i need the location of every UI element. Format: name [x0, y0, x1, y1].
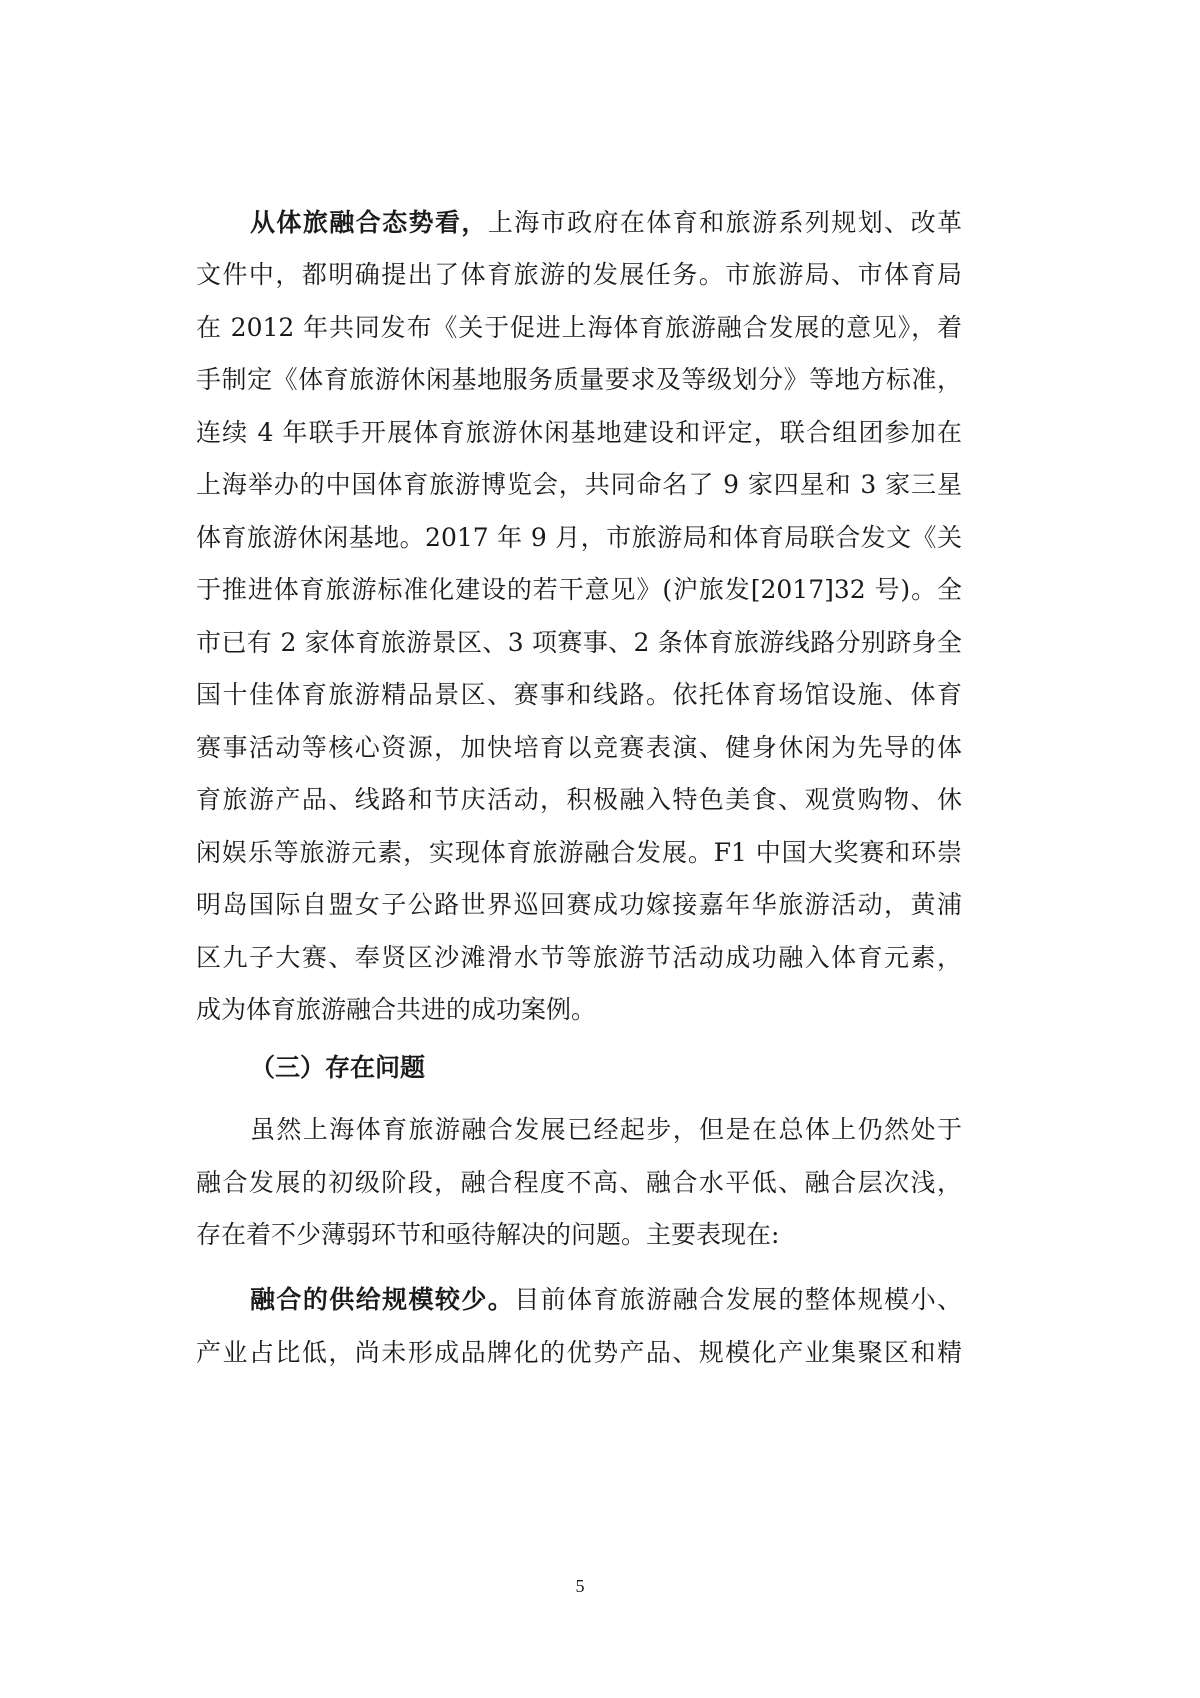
- paragraph-3-line-1: [196, 1280, 962, 1320]
- page-number: 5: [575, 1576, 585, 1596]
- paragraph-1-line-12: 育旅游产品、线路和节庆活动，积极融入特色美食、观赏购物、休: [196, 785, 962, 814]
- paragraph-1-lead: 从体旅融合态势看，: [250, 208, 488, 237]
- paragraph-2-line-3: 存在着不少薄弱环节和亟待解决的问题。主要表现在:: [196, 1220, 780, 1249]
- paragraph-1-line-8: 于推进体育旅游标准化建设的若干意见》(沪旅发[2017]32 号)。全: [196, 575, 962, 604]
- paragraph-2-line-1: 虽然上海体育旅游融合发展已经起步，但是在总体上仍然处于: [250, 1115, 962, 1144]
- paragraph-3-line-1-text: 目前体育旅游融合发展的整体规模小、: [514, 1285, 962, 1314]
- paragraph-1-line-4: 手制定《体育旅游休闲基地服务质量要求及等级划分》等地方标准，: [196, 365, 962, 394]
- paragraph-1-line-1: [196, 203, 962, 243]
- paragraph-1-line-11: 赛事活动等核心资源，加快培育以竞赛表演、健身休闲为先导的体: [196, 733, 962, 762]
- paragraph-3-lead: 融合的供给规模较少。: [250, 1285, 515, 1314]
- paragraph-1-line-5: 连续 4 年联手开展体育旅游休闲基地建设和评定，联合组团参加在: [196, 418, 962, 447]
- paragraph-1-line-10: 国十佳体育旅游精品景区、赛事和线路。依托体育场馆设施、体育: [196, 680, 962, 709]
- paragraph-1-line-9: 市已有 2 家体育旅游景区、3 项赛事、2 条体育旅游线路分别跻身全: [196, 628, 962, 657]
- paragraph-1-line-3: 在 2012 年共同发布《关于促进上海体育旅游融合发展的意见》，着: [196, 313, 962, 342]
- paragraph-1-line-7: 体育旅游休闲基地。2017 年 9 月，市旅游局和体育局联合发文《关: [196, 523, 962, 552]
- paragraph-3-line-2: 产业占比低，尚未形成品牌化的优势产品、规模化产业集聚区和精: [196, 1338, 962, 1367]
- paragraph-1-line-13: 闲娱乐等旅游元素，实现体育旅游融合发展。F1 中国大奖赛和环崇: [196, 838, 962, 867]
- paragraph-1-line-6: 上海举办的中国体育旅游博览会，共同命名了 9 家四星和 3 家三星: [196, 470, 962, 499]
- section-heading: （三）存在问题: [250, 1053, 426, 1082]
- paragraph-1-line-1-text: 上海市政府在体育和旅游系列规划、改革: [487, 208, 962, 237]
- paragraph-1-line-2: 文件中，都明确提出了体育旅游的发展任务。市旅游局、市体育局: [196, 260, 962, 289]
- paragraph-1-line-15: 区九子大赛、奉贤区沙滩滑水节等旅游节活动成功融入体育元素，: [196, 943, 962, 972]
- paragraph-1-line-14: 明岛国际自盟女子公路世界巡回赛成功嫁接嘉年华旅游活动，黄浦: [196, 890, 962, 919]
- paragraph-2-line-2: 融合发展的初级阶段，融合程度不高、融合水平低、融合层次浅，: [196, 1168, 962, 1197]
- paragraph-1-line-16: 成为体育旅游融合共进的成功案例。: [196, 995, 597, 1024]
